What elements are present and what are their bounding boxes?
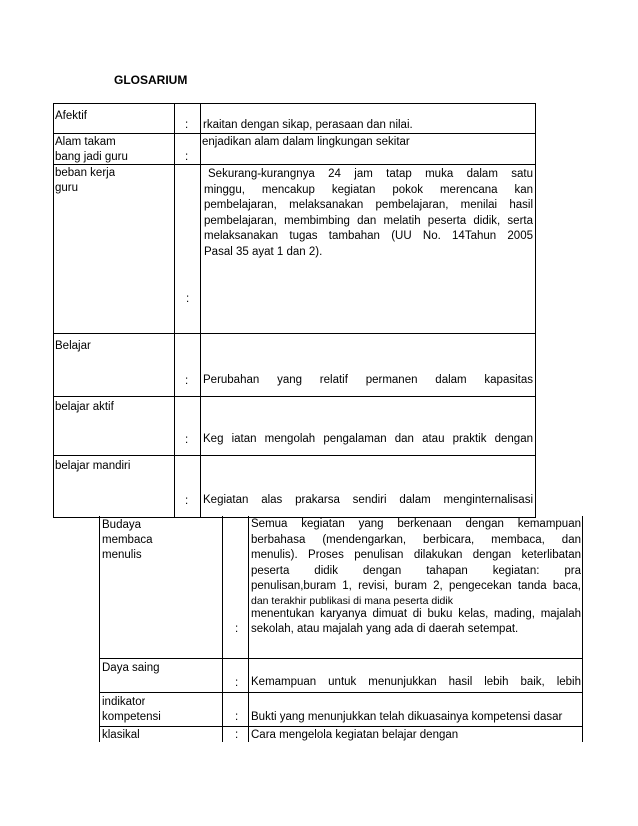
colon: : (185, 119, 189, 131)
term-belajar: Belajar (55, 340, 91, 352)
term-budaya-membaca-menulis: menulis (102, 549, 142, 561)
definition-line: Kemampuan untuk menunjukkan hasil lebih baik, lebih (251, 676, 581, 688)
table-2-row-separator (99, 658, 583, 659)
term-beban-kerja-guru: guru (55, 182, 79, 194)
colon: : (186, 293, 190, 305)
definition-line: pembelajaran, melaksanakan pembelajaran, menilai hasil (204, 199, 533, 211)
definition-beban-kerja-guru (204, 167, 533, 260)
definition-line: berbahasa (mendengarkan, berbicara, membaca, dan (251, 533, 581, 546)
term-belajar-aktif: belajar aktif (55, 401, 114, 413)
definition-line: Pasal 35 ayat 1 dan 2). (204, 245, 323, 258)
table-2-divider (99, 516, 100, 742)
term-alam-takambang: Alam takam (55, 136, 116, 148)
table-1-row-separator (53, 333, 535, 334)
colon: : (235, 623, 239, 635)
definition-belajar-mandiri (203, 493, 533, 509)
definition-line: Keg iatan mengolah pengalaman dan atau praktik dengan (203, 433, 533, 445)
term-budaya-membaca-menulis: Budaya (102, 519, 142, 531)
table-2-divider (222, 516, 223, 742)
page-title: GLOSARIUM (114, 73, 188, 87)
term-klasikal: klasikal (102, 729, 140, 741)
table-1-row-separator (53, 455, 535, 456)
definition-line: minggu, mencakup kegiatan pokok merencana kan (204, 183, 533, 196)
definition-afektif: rkaitan dengan sikap, perasaan dan nilai. (203, 119, 413, 131)
term-afektif: Afektif (55, 110, 87, 122)
definition-alam-takambang: enjadikan alam dalam lingkungan sekitar (202, 136, 410, 148)
definition-line: dan terakhir publikasi di mana peserta didik (251, 594, 453, 607)
table-1-row-separator (53, 164, 535, 165)
definition-line: menulis). Proses penulisan dilakukan dengan keterlibatan (251, 549, 581, 561)
term-beban-kerja-guru: beban kerja (55, 167, 116, 179)
definition-budaya-membaca-menulis (251, 517, 581, 638)
definition-line: menentukan karyanya dimuat di buku kelas, mading, majalah (251, 607, 581, 620)
table-1-row-separator (53, 396, 535, 397)
colon: : (235, 677, 239, 689)
definition-daya-saing (251, 675, 581, 691)
definition-indikator-kompetensi: Bukti yang menunjukkan telah dikuasainya kompetensi dasar (251, 711, 563, 723)
definition-line: pembelajaran, membimbing dan melatih peserta didik, serta (204, 214, 533, 227)
colon: : (185, 375, 189, 387)
colon: : (235, 729, 239, 741)
term-indikator-kompetensi: kompetensi (102, 711, 161, 723)
definition-line: Sekurang-kurangnya 24 jam tatap muka dalam satu (208, 168, 533, 180)
term-daya-saing: Daya saing (102, 662, 160, 674)
colon: : (185, 434, 189, 446)
colon: : (185, 495, 189, 507)
table-2-row-separator (99, 692, 583, 693)
definition-belajar-aktif (203, 432, 533, 448)
definition-line: sekolah, atau majalah yang ada di daerah setempat. (251, 623, 519, 635)
definition-klasikal: Cara mengelola kegiatan belajar dengan (251, 729, 459, 741)
colon: : (235, 711, 239, 723)
definition-line: Semua kegiatan yang berkenaan dengan kemampuan (251, 518, 581, 530)
definition-line: peserta didik dengan tahapan kegiatan: pra (251, 564, 581, 577)
term-indikator-kompetensi: indikator (102, 696, 146, 708)
term-alam-takambang: bang jadi guru (55, 151, 128, 163)
definition-line: melaksanakan tugas tambahan (UU No. 14Tahun 2005 (204, 230, 533, 242)
term-belajar-mandiri: belajar mandiri (55, 460, 131, 472)
table-2-divider (248, 516, 249, 742)
definition-line: Perubahan yang relatif permanen dalam kapasitas (203, 374, 533, 386)
colon: : (185, 151, 189, 163)
definition-line: penulisan,buram 1, revisi, buram 2, pengecekan tanda baca, (251, 580, 581, 592)
term-budaya-membaca-menulis: membaca (102, 534, 153, 546)
definition-line: Kegiatan alas prakarsa sendiri dalam menginternalisasi (203, 494, 533, 506)
table-2-divider (582, 516, 583, 742)
definition-belajar (203, 373, 533, 389)
table-2-row-separator (99, 726, 583, 727)
table-1-row-separator (53, 133, 535, 134)
